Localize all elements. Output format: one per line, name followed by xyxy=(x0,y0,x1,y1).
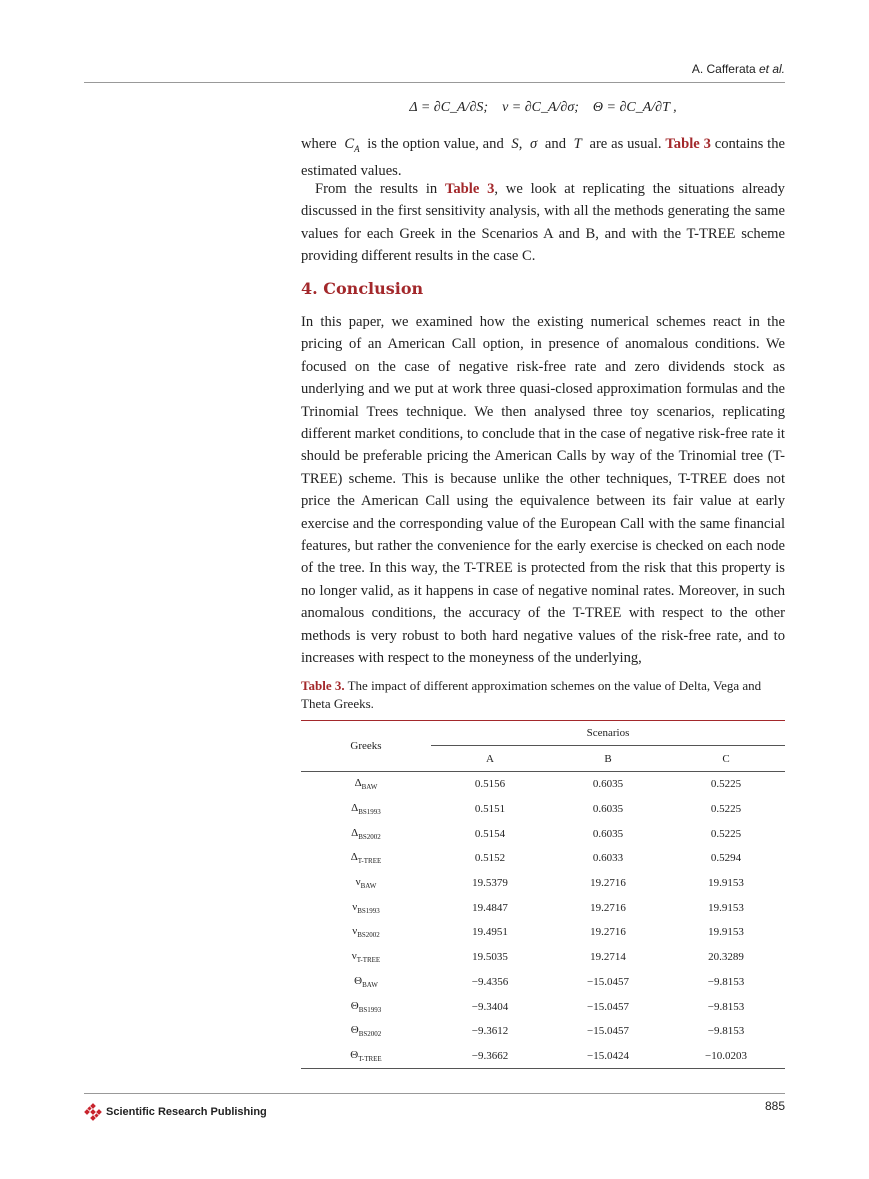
publisher-logo xyxy=(84,1103,267,1121)
value-cell: 19.4847 xyxy=(472,901,508,914)
greek-cell: $\nu_{T-TREE}$ xyxy=(351,950,381,965)
footer-rule xyxy=(84,1093,785,1094)
value-cell: −10.0203 xyxy=(667,1044,785,1069)
page-number: 885 xyxy=(764,1099,785,1113)
formula-delta: Δ = ∂C_A/∂S xyxy=(409,100,484,115)
greek-cell: $\Delta_{BS2002}$ xyxy=(351,826,381,841)
greeks-table xyxy=(301,720,785,1069)
table-caption xyxy=(301,677,785,713)
paragraph-where: where $C_A$ is the option value, and S, σ and T are as usual. Table 3 contains the estimated values. xyxy=(301,136,786,180)
value-cell: 19.4951 xyxy=(472,926,508,939)
header-author: A. Cafferata xyxy=(691,62,756,76)
column-header-b: B xyxy=(549,746,667,772)
table-row xyxy=(301,797,785,822)
value-cell: 0.5151 xyxy=(474,803,506,816)
value-cell: 0.5225 xyxy=(710,827,742,840)
value-cell: −15.0457 xyxy=(587,975,629,988)
formula-vega: ν = ∂C_A/∂σ xyxy=(502,100,575,115)
value-cell: −9.3404 xyxy=(471,1000,509,1013)
table-row xyxy=(301,920,785,945)
greek-cell: $\Delta_{BS1993}$ xyxy=(351,802,381,817)
value-cell: 19.9153 xyxy=(708,877,744,890)
table-row xyxy=(301,1044,785,1069)
table-row xyxy=(301,994,785,1019)
table-row xyxy=(301,846,785,871)
value-cell: −15.0424 xyxy=(549,1044,667,1069)
table-row xyxy=(301,895,785,920)
greek-method: BS1993 xyxy=(358,808,381,817)
greek-method: BS2002 xyxy=(357,931,380,940)
caption-label[interactable]: Table 3. xyxy=(301,678,345,693)
greek-cell: $\Theta_{BAW}$ xyxy=(354,974,378,989)
greek-cell: $\nu_{BS2002}$ xyxy=(352,925,380,940)
value-cell: 0.5156 xyxy=(474,778,506,791)
table-row xyxy=(301,871,785,896)
greek-method: BS1993 xyxy=(358,1005,382,1014)
greek-method: T-TREE xyxy=(356,956,381,965)
running-header xyxy=(692,62,785,76)
value-cell: 0.5152 xyxy=(474,852,506,865)
table-3-link[interactable]: Table 3 xyxy=(665,136,711,152)
greek-cell: $\Theta_{BS1993}$ xyxy=(350,999,382,1014)
greek-method: BAW xyxy=(362,980,378,989)
table-row xyxy=(301,772,785,797)
value-cell: 19.5035 xyxy=(472,951,508,964)
scenarios-header: Scenarios xyxy=(431,721,785,746)
greek-method: BS2002 xyxy=(358,1030,382,1039)
greek-cell: $\nu_{BS1993}$ xyxy=(352,900,380,915)
value-cell: 20.3289 xyxy=(708,951,744,964)
greek-method: BS1993 xyxy=(357,906,380,915)
value-cell: −9.4356 xyxy=(471,975,509,988)
value-cell: −9.3612 xyxy=(471,1025,509,1038)
value-cell: −9.8153 xyxy=(707,1000,745,1013)
value-cell: 19.2716 xyxy=(590,877,626,890)
table-row xyxy=(301,821,785,846)
value-cell: 19.2716 xyxy=(590,901,626,914)
formula-theta: Θ = ∂C_A/∂T xyxy=(592,100,670,115)
conclusion-paragraph: In this paper, we examined how the existing numerical schemes react in the pricing of an American Call option, in presence of anomalous conditions. We focused on the case of negative risk-free rate and zero dividends stock as underlying and we put at work three quasi-closed approximation formulas and the Trinomial Trees technique. We then analysed three toy scenarios, replicating different market conditions, to conclude that in the case of negative risk-free rate it should be preferable pricing the American Calls by way of the Trinomial tree (T-TREE) scheme. This is because unlike the other techniques, T-TREE does not price the American Call using the equivalence between its fair value at early exercise and the corresponding value of the European Call with the same financial features, but rather the convenience for the early exercise is checked on each node of the tree. In this way, the T-TREE is protected from the risk that this property is no longer valid, as it happens in case of negative nominal rates. Moreover, in such anomalous conditions, the accuracy of the T-TREE with respect to the other methods is very robust to both hard negative values of the risk-free rate, and to increases with respect to the moneyness of the underlying, xyxy=(301,314,785,667)
greeks-formula: Δ = ∂C_A/∂S; ν = ∂C_A/∂σ; Θ = ∂C_A/∂T , xyxy=(409,100,677,115)
section-title: 4. Conclusion xyxy=(301,279,424,298)
srp-logo-icon xyxy=(84,1103,102,1121)
header-author-suffix: et al. xyxy=(758,62,785,76)
table-row xyxy=(301,970,785,995)
math-s: S xyxy=(511,136,519,152)
greek-cell: $\Delta_{T-TREE}$ xyxy=(350,851,382,866)
value-cell: 0.6033 xyxy=(592,852,624,865)
value-cell: −9.8153 xyxy=(707,975,745,988)
publisher-name: Scientific Research Publishing xyxy=(106,1106,267,1118)
caption-text: The impact of different approximation schemes on the value of Delta, Vega and Theta Greeks. xyxy=(301,678,762,711)
value-cell: 19.9153 xyxy=(708,926,744,939)
value-cell: 19.2714 xyxy=(590,951,626,964)
table-3-link[interactable]: Table 3 xyxy=(444,181,495,197)
header-rule xyxy=(84,82,785,83)
value-cell: −15.0457 xyxy=(587,1025,629,1038)
value-cell: 0.5154 xyxy=(474,827,506,840)
value-cell: 19.9153 xyxy=(708,901,744,914)
greek-method: BAW xyxy=(360,882,377,891)
greek-cell: $\Theta_{T-TREE}$ xyxy=(301,1044,431,1069)
value-cell: 0.5225 xyxy=(710,803,742,816)
math-sigma: σ xyxy=(530,136,538,152)
greeks-header: Greeks xyxy=(301,721,431,772)
greeks-table-body xyxy=(301,772,785,1069)
greek-method: T-TREE xyxy=(357,857,382,866)
value-cell: 19.5379 xyxy=(472,877,508,890)
table-row xyxy=(301,945,785,970)
value-cell: 0.5294 xyxy=(710,852,742,865)
greek-cell: $\Delta_{BAW}$ xyxy=(354,777,378,792)
table-row xyxy=(301,1019,785,1044)
value-cell: 0.6035 xyxy=(592,827,624,840)
math-t: T xyxy=(573,136,582,152)
column-header-a: A xyxy=(431,746,549,772)
greek-method: BS2002 xyxy=(358,832,381,841)
greek-cell: $\nu_{BAW}$ xyxy=(355,876,377,891)
greek-cell: $\Theta_{BS2002}$ xyxy=(350,1024,382,1039)
math-ca: $C_A$ xyxy=(344,136,360,154)
paragraph-results: From the results in Table 3, we look at replicating the situations already discussed in the first sensitivity analysis, with all the methods generating the same values for each Greek in the Scenarios A and B, and with the T-TREE scheme providing different results in the case C. xyxy=(301,181,785,265)
value-cell: 0.5225 xyxy=(710,778,742,791)
value-cell: −15.0457 xyxy=(587,1000,629,1013)
greek-method: BAW xyxy=(361,783,378,792)
value-cell: 0.6035 xyxy=(592,803,624,816)
column-header-c: C xyxy=(667,746,785,772)
value-cell: −9.3662 xyxy=(431,1044,549,1069)
greek-method: T-TREE xyxy=(358,1054,382,1063)
value-cell: 0.6035 xyxy=(592,778,624,791)
value-cell: −9.8153 xyxy=(707,1025,745,1038)
value-cell: 19.2716 xyxy=(590,926,626,939)
